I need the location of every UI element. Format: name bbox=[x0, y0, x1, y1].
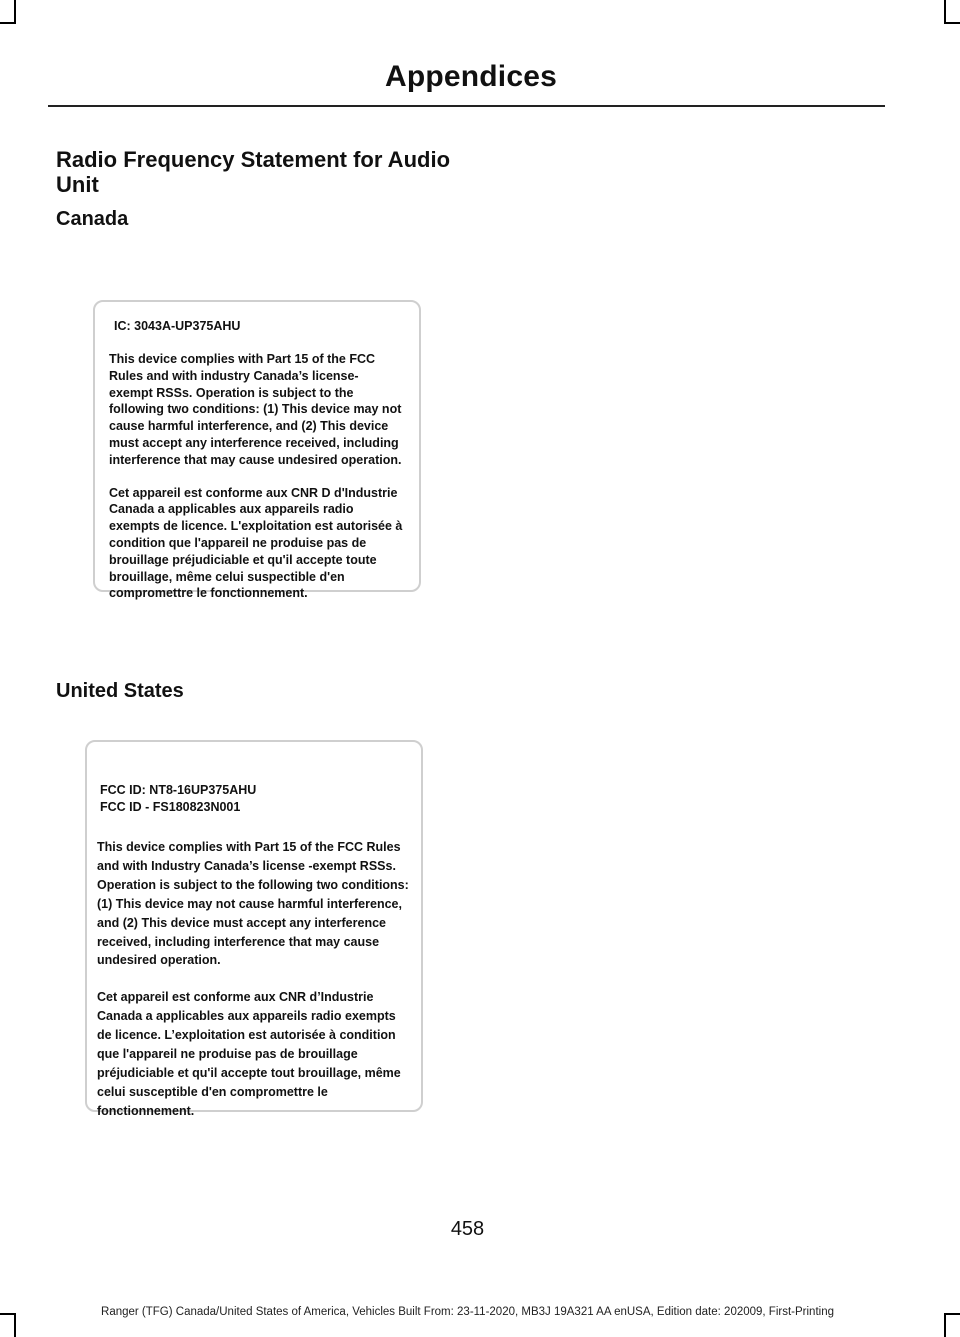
us-english-statement: This device complies with Part 15 of the FCC Rules and with Industry Canada’s license -exempt RSSs. Operation is subject to the following two conditions: (1) This device may not cause harmful interference, and (2) This device must accept any interference received, including interference that may cause undesired operation. bbox=[97, 840, 409, 968]
page-number: 458 bbox=[450, 1218, 485, 1240]
canada-french-statement: Cet appareil est conforme aux CNR D d'Industrie Canada a applicables aux appareils radio exempts de licence. L'exploitation est autorisée à condition que l'appareil ne produise pas de brouillage préjudiciable et qu'il accepte toute brouillage, même celui suspectible d'en compromettre le fonctionnement. bbox=[109, 485, 403, 601]
page-footer: Ranger (TFG) Canada/United States of America, Vehicles Built From: 23-11-2020, MB3J 19A321 AA enUSA, Edition date: 202009, First-Printing bbox=[101, 1306, 834, 1318]
canada-compliance-label bbox=[93, 300, 421, 601]
canada-heading: Canada bbox=[56, 208, 129, 230]
us-fcc-id-2: FCC ID - FS180823N001 bbox=[100, 800, 241, 814]
united-states-heading: United States bbox=[56, 680, 184, 702]
crop-mark-top-right-h bbox=[944, 22, 960, 24]
canada-english-statement: This device complies with Part 15 of the FCC Rules and with industry Canada’s license- exempt RSSs. Operation is subject to the following two conditions: (1) This device may not cause harmful interference, and (2) This device must accept any interference received, including interference that may cause undesired operation. bbox=[109, 352, 402, 467]
crop-mark-top-left-h bbox=[0, 22, 16, 24]
page-header-title: Appendices bbox=[384, 60, 557, 93]
canada-ic-id: IC: 3043A-UP375AHU bbox=[114, 319, 241, 333]
crop-mark-bottom-right-v bbox=[944, 1313, 946, 1337]
crop-mark-top-right-v bbox=[944, 0, 946, 24]
section-title: Radio Frequency Statement for Audio Unit bbox=[56, 147, 451, 197]
us-fcc-id-1: FCC ID: NT8-16UP375AHU bbox=[100, 783, 257, 797]
header-divider bbox=[48, 105, 885, 107]
us-french-statement: Cet appareil est conforme aux CNR d’Industrie Canada a applicables aux appareils radio exempts de licence. L’exploitation est autorisée à condition que l'appareil ne produise pas de brouillage préjudiciable et qu'il accepte tout brouillage, même celui susceptible d'en compromettre le fonctionnement. bbox=[97, 990, 401, 1118]
us-compliance-label bbox=[85, 740, 423, 1118]
crop-mark-bottom-right-h bbox=[944, 1313, 960, 1315]
crop-mark-top-left-v bbox=[14, 0, 16, 24]
